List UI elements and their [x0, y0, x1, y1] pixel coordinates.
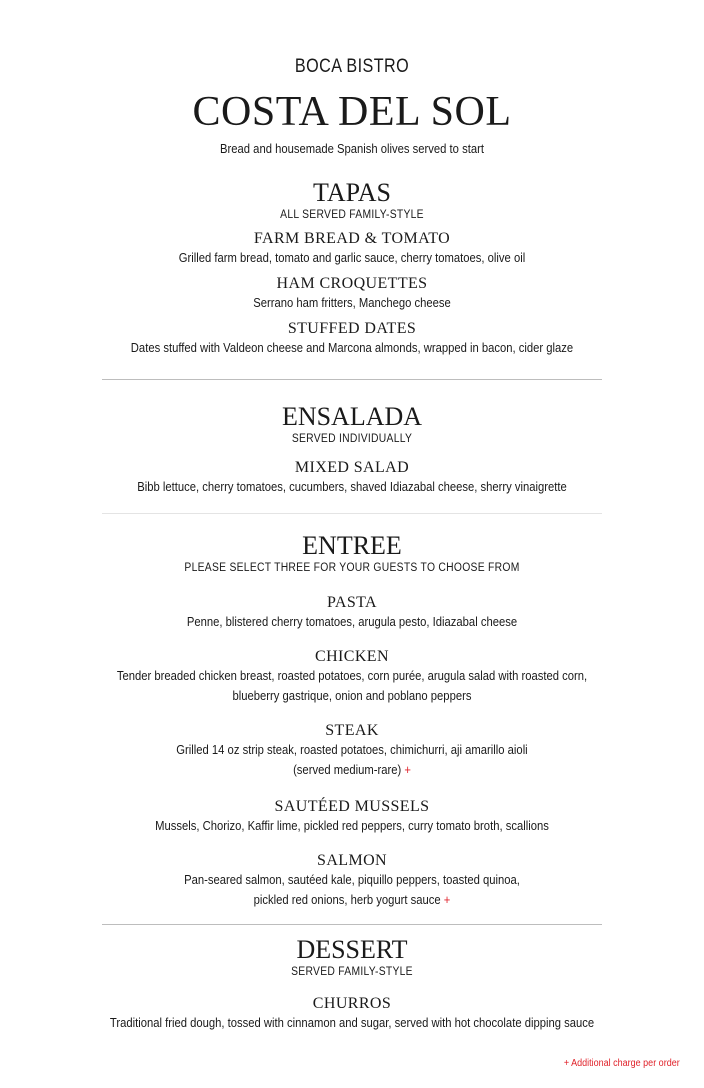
additional-charge-mark: +	[443, 893, 451, 907]
menu-item	[0, 995, 704, 1033]
section-divider	[102, 379, 602, 380]
menu-item	[0, 648, 704, 706]
item-desc: (served medium-rare)	[293, 763, 402, 777]
menu-item	[0, 594, 704, 632]
item-name: HAM CROQUETTES	[276, 275, 428, 292]
restaurant-name: BOCA BISTRO	[294, 56, 410, 77]
dessert-section	[0, 935, 704, 979]
section-note: SERVED INDIVIDUALLY	[291, 433, 413, 445]
additional-charge-mark: +	[404, 763, 411, 777]
menu-item	[0, 722, 704, 780]
menu-item	[0, 320, 704, 358]
menu-item	[0, 230, 704, 268]
item-desc: Mussels, Chorizo, Kaffir lime, pickled red peppers, curry tomato broth, scallions	[155, 819, 549, 833]
item-name: MIXED SALAD	[294, 459, 410, 476]
item-name: CHICKEN	[315, 648, 389, 665]
item-desc: Grilled 14 oz strip steak, roasted potatoes, chimichurri, aji amarillo aioli	[176, 743, 528, 757]
item-name: STEAK	[325, 722, 379, 739]
item-name: PASTA	[327, 594, 377, 611]
section-title: ENTREE	[302, 531, 402, 560]
item-name: SAUTÉED MUSSELS	[274, 798, 430, 815]
item-desc: Tender breaded chicken breast, roasted potatoes, corn purée, arugula salad with roasted corn,	[116, 669, 588, 683]
item-name: CHURROS	[312, 995, 392, 1012]
menu-item	[0, 852, 704, 910]
section-title: TAPAS	[313, 178, 391, 207]
section-title: ENSALADA	[281, 402, 423, 431]
intro-text: Bread and housemade Spanish olives served to start	[220, 142, 484, 156]
item-desc-line	[35, 760, 669, 780]
item-desc: Bibb lettuce, cherry tomatoes, cucumbers, shaved Idiazabal cheese, sherry vinaigrette	[137, 480, 567, 494]
menu-item	[0, 459, 704, 497]
item-name: SALMON	[317, 852, 387, 869]
item-desc: pickled red onions, herb yogurt sauce	[253, 893, 441, 907]
item-desc: Serrano ham fritters, Manchego cheese	[253, 296, 451, 310]
item-desc: Grilled farm bread, tomato and garlic sauce, cherry tomatoes, olive oil	[178, 251, 526, 265]
item-desc-line	[35, 890, 669, 910]
menu-item	[0, 275, 704, 313]
item-desc: blueberry gastrique, onion and poblano peppers	[232, 689, 472, 703]
section-title: DESSERT	[296, 935, 408, 964]
section-note: SERVED FAMILY-STYLE	[291, 966, 413, 978]
item-desc: Dates stuffed with Valdeon cheese and Marcona almonds, wrapped in bacon, cider glaze	[130, 341, 574, 355]
section-note: PLEASE SELECT THREE FOR YOUR GUESTS TO CHOOSE FROM	[184, 562, 520, 574]
menu-item	[0, 798, 704, 836]
section-note: ALL SERVED FAMILY-STYLE	[280, 209, 424, 221]
section-divider	[102, 924, 602, 925]
item-desc: Traditional fried dough, tossed with cinnamon and sugar, served with hot chocolate dipping sauce	[109, 1016, 595, 1030]
footnote: + Additional charge per order	[564, 1058, 680, 1069]
item-name: FARM BREAD & TOMATO	[253, 230, 451, 247]
item-desc: Pan-seared salmon, sautéed kale, piquillo peppers, toasted quinoa,	[184, 873, 520, 887]
tapas-section	[0, 178, 704, 222]
item-desc: Penne, blistered cherry tomatoes, arugula pesto, Idiazabal cheese	[186, 615, 518, 629]
item-name: STUFFED DATES	[287, 320, 417, 337]
section-divider	[102, 513, 602, 514]
entree-section	[0, 531, 704, 575]
ensalada-section	[0, 402, 704, 446]
menu-title: COSTA DEL SOL	[192, 89, 512, 135]
